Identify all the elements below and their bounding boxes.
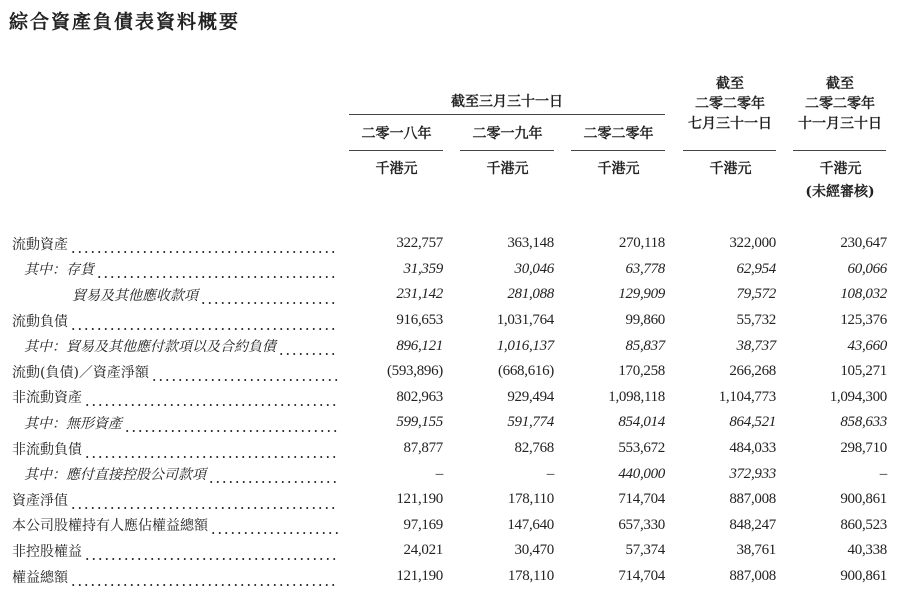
col-rule: [571, 150, 665, 151]
unit-label: 千港元: [709, 161, 752, 177]
cell-value: 281,088: [507, 286, 554, 303]
row-label-text: 非流動資產: [12, 390, 82, 407]
row-label: [0, 439, 338, 459]
row-label: [0, 311, 338, 331]
header-group-label: 截至三月三十一日: [451, 94, 563, 110]
cell-value: –: [435, 465, 443, 482]
row-label-text: 權益總額: [12, 569, 68, 586]
dot-leader: [70, 575, 338, 587]
row-label: [0, 567, 338, 587]
row-label-text: 流動負債: [12, 313, 68, 330]
dot-leader: [84, 549, 338, 561]
row-label-text: 資產淨值: [12, 492, 68, 509]
table-row: [0, 487, 902, 513]
col-rule: [793, 150, 886, 151]
cell-value: 1,031,764: [496, 312, 554, 329]
table-row: [0, 513, 902, 539]
summary-table: [0, 231, 902, 589]
cell-value: 57,374: [625, 542, 665, 559]
cell-value: 30,046: [514, 260, 554, 277]
header-col-nov-line2: 二零二零年: [805, 96, 875, 112]
cell-value: 40,338: [847, 542, 887, 559]
cell-value: 900,861: [840, 491, 887, 508]
cell-value: –: [879, 465, 887, 482]
cell-value: 38,761: [736, 542, 776, 559]
cell-value: (593,896): [386, 363, 443, 380]
dot-leader: [210, 523, 338, 535]
cell-value: 657,330: [618, 516, 665, 533]
table-row: [0, 308, 902, 334]
cell-value: 887,008: [729, 491, 776, 508]
header-col-nov-line1: 截至: [826, 76, 854, 92]
table-row: [0, 231, 902, 257]
table-row: [0, 282, 902, 308]
row-label: [0, 234, 338, 254]
unaudited-label: (未經審核): [805, 184, 875, 200]
cell-value: 372,933: [729, 465, 776, 482]
unit-label: 千港元: [486, 161, 529, 177]
dot-leader: [96, 267, 338, 279]
cell-value: 929,494: [507, 388, 554, 405]
cell-value: 55,732: [736, 312, 776, 329]
cell-value: 860,523: [840, 516, 887, 533]
header-group-rule: [349, 114, 665, 115]
row-label-text: 非流動負債: [12, 441, 82, 458]
cell-value: 1,094,300: [829, 388, 887, 405]
cell-value: 1,104,773: [718, 388, 776, 405]
row-label-text: 本公司股權持有人應佔權益總額: [12, 518, 208, 535]
cell-value: 60,066: [847, 260, 887, 277]
table-row: [0, 538, 902, 564]
cell-value: 916,653: [396, 312, 443, 329]
cell-value: 147,640: [507, 516, 554, 533]
cell-value: 85,837: [625, 337, 665, 354]
cell-value: 125,376: [840, 312, 887, 329]
header-col-2018: 二零一八年: [361, 126, 432, 142]
table-row: [0, 564, 902, 590]
header-col-jul-line2: 二零二零年: [695, 96, 765, 112]
cell-value: 591,774: [507, 414, 554, 431]
cell-value: 178,110: [507, 491, 554, 508]
cell-value: 108,032: [840, 286, 887, 303]
cell-value: 63,778: [625, 260, 665, 277]
row-label-text: 其中：應付直接控股公司款項: [24, 467, 206, 484]
header-col-2020: 二零二零年: [583, 126, 654, 142]
row-label: [0, 259, 338, 279]
cell-value: (668,616): [497, 363, 554, 380]
row-label-text: 其中：貿易及其他應付款項以及合約負債: [24, 339, 276, 356]
header-col-jul-line1: 截至: [716, 76, 744, 92]
cell-value: 1,016,137: [496, 337, 554, 354]
table-row: [0, 410, 902, 436]
cell-value: 848,247: [729, 516, 776, 533]
cell-value: 24,021: [403, 542, 443, 559]
header-col-jul-line3: 七月三十一日: [688, 116, 772, 132]
cell-value: 62,954: [736, 260, 776, 277]
row-label-text: 其中：無形資產: [24, 415, 122, 432]
cell-value: 900,861: [840, 568, 887, 585]
cell-value: 87,877: [403, 440, 443, 457]
row-label: [0, 464, 338, 484]
header-col-2019: 二零一九年: [472, 126, 543, 142]
row-label: [0, 285, 338, 305]
row-label-text: 流動(負債)／資產淨額: [12, 364, 149, 381]
cell-value: 322,000: [729, 235, 776, 252]
cell-value: 484,033: [729, 440, 776, 457]
table-row: [0, 436, 902, 462]
dot-leader: [278, 344, 338, 356]
dot-leader: [151, 370, 338, 382]
cell-value: 298,710: [840, 440, 887, 457]
dot-leader: [124, 421, 338, 433]
cell-value: 599,155: [396, 414, 443, 431]
cell-value: 38,737: [736, 337, 776, 354]
cell-value: 896,121: [396, 337, 443, 354]
cell-value: 714,704: [618, 568, 665, 585]
cell-value: 105,271: [840, 363, 887, 380]
unit-label: 千港元: [819, 161, 862, 177]
cell-value: 802,963: [396, 388, 443, 405]
dot-leader: [84, 395, 338, 407]
cell-value: 121,190: [396, 568, 443, 585]
cell-value: 266,268: [729, 363, 776, 380]
unit-label: 千港元: [375, 161, 418, 177]
cell-value: 178,110: [507, 568, 554, 585]
cell-value: 1,098,118: [608, 388, 665, 405]
cell-value: 97,169: [403, 516, 443, 533]
table-row: [0, 461, 902, 487]
row-label-text: 其中：存貨: [24, 262, 94, 279]
cell-value: 30,470: [514, 542, 554, 559]
row-label: [0, 362, 338, 382]
cell-value: 440,000: [618, 465, 665, 482]
cell-value: 714,704: [618, 491, 665, 508]
cell-value: 363,148: [507, 235, 554, 252]
table-row: [0, 257, 902, 283]
row-label-text: 流動資產: [12, 236, 68, 253]
col-rule: [349, 150, 443, 151]
cell-value: 43,660: [847, 337, 887, 354]
table-row: [0, 359, 902, 385]
dot-leader: [84, 447, 338, 459]
cell-value: 79,572: [736, 286, 776, 303]
col-rule: [460, 150, 554, 151]
dot-leader: [70, 242, 338, 254]
row-label: [0, 336, 338, 356]
cell-value: 121,190: [396, 491, 443, 508]
dot-leader: [70, 319, 338, 331]
cell-value: 231,142: [396, 286, 443, 303]
cell-value: 270,118: [618, 235, 665, 252]
header-col-jul: [680, 74, 780, 134]
cell-value: 854,014: [618, 414, 665, 431]
row-label: [0, 490, 338, 510]
row-label-text: 貿易及其他應收款項: [72, 287, 198, 304]
table-row: [0, 333, 902, 359]
cell-value: 864,521: [729, 414, 776, 431]
cell-value: 858,633: [840, 414, 887, 431]
cell-value: 31,359: [403, 260, 443, 277]
unit-label: 千港元: [597, 161, 640, 177]
dot-leader: [200, 293, 338, 305]
header-col-nov-line3: 十一月三十日: [798, 116, 882, 132]
row-label: [0, 413, 338, 433]
dot-leader: [70, 498, 338, 510]
cell-value: 82,768: [514, 440, 554, 457]
header-col-nov: [790, 74, 890, 134]
table-row: [0, 385, 902, 411]
col-rule: [683, 150, 776, 151]
cell-value: 322,757: [396, 235, 443, 252]
cell-value: 129,909: [618, 286, 665, 303]
cell-value: 99,860: [625, 312, 665, 329]
cell-value: –: [546, 465, 554, 482]
dot-leader: [208, 472, 338, 484]
cell-value: 553,672: [618, 440, 665, 457]
page-title: 綜合資產負債表資料概要: [9, 11, 241, 33]
row-label: [0, 387, 338, 407]
row-label-text: 非控股權益: [12, 543, 82, 560]
cell-value: 887,008: [729, 568, 776, 585]
row-label: [0, 515, 338, 535]
cell-value: 230,647: [840, 235, 887, 252]
cell-value: 170,258: [618, 363, 665, 380]
row-label: [0, 541, 338, 561]
